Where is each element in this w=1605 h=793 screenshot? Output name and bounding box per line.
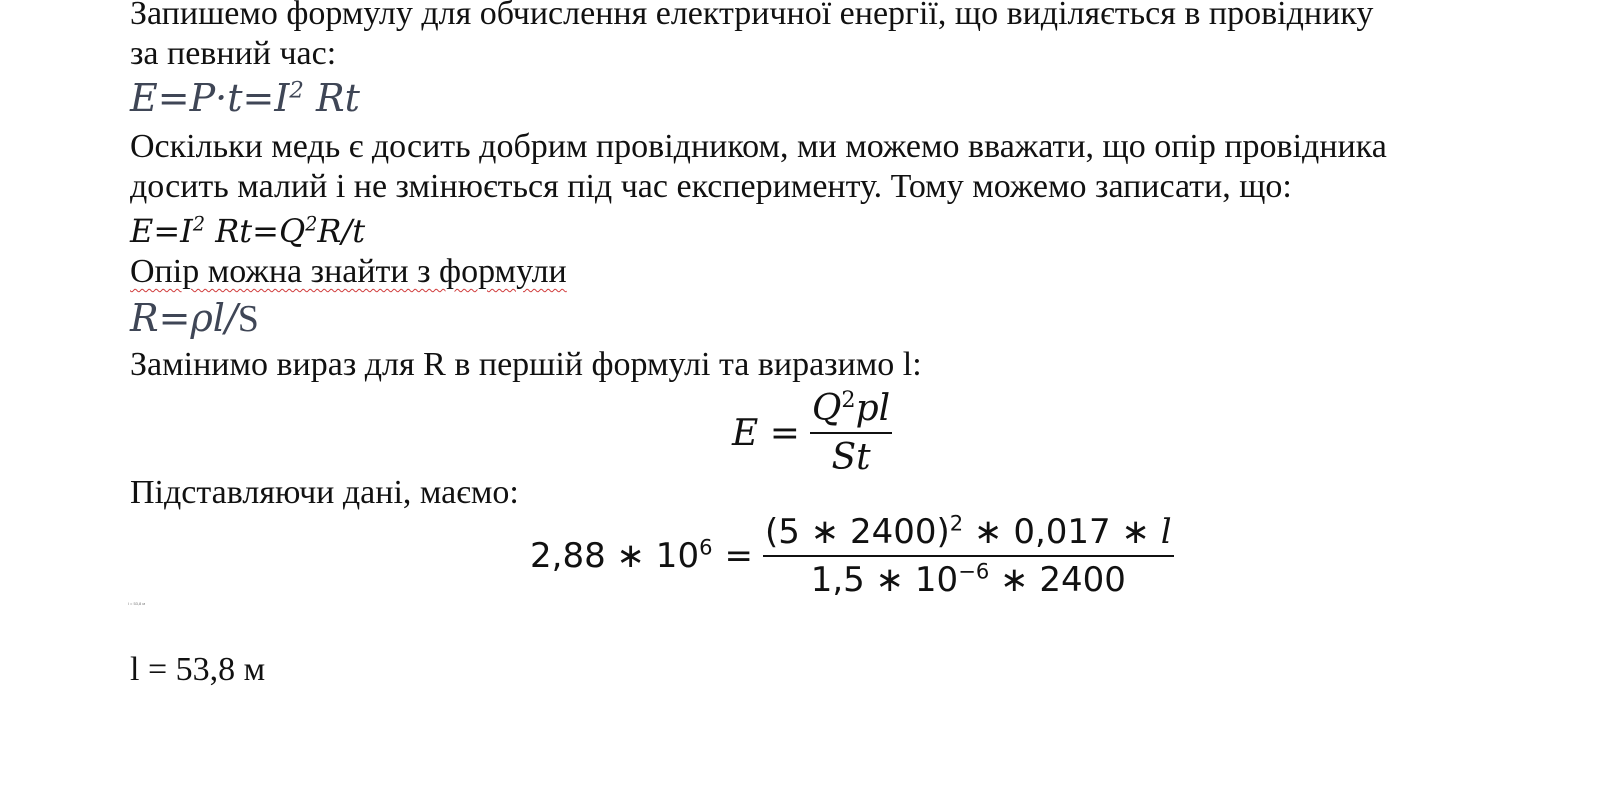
paragraph-line: досить малий і не змінюється під час експерименту. Тому можемо записати, що:	[130, 168, 1292, 205]
formula-energy-charge: $E=I^2$ $Rt=Q^2R/t$	[130, 212, 366, 250]
paragraph-line: за певний час:	[130, 35, 337, 72]
formula-energy-power: $E=P\cdot t=I^2$ Rt	[130, 76, 360, 120]
equation-energy-fraction: E = $\frac{Q^2pl}{St}$	[732, 387, 891, 478]
paragraph-line: Запишемо формулу для обчислення електричної енергії, що виділяється в провіднику	[130, 0, 1374, 32]
formula-resistance: R=ρl/S	[130, 296, 259, 340]
paragraph-line: Замінимо вираз для R в першій формулі та виразимо l:	[130, 346, 922, 383]
tiny-text: l = 53,8 м	[128, 601, 146, 606]
answer-line: l = 53,8 м	[130, 651, 266, 688]
paragraph-line	[130, 252, 567, 292]
equation-substitution: 2,88 ∗ $10^6$ = $\frac{(5 ∗ 2400)^2 ∗ 0,017 ∗ l}{1,5 ∗ 10^{-6} ∗ 2400}$	[530, 510, 1172, 600]
fraction: $\frac{(5 ∗ 2400)^2 ∗ 0,017 ∗ l}{1,5 ∗ 10^{-6} ∗ 2400}$	[765, 510, 1172, 600]
fraction: $\frac{Q^2pl}{St}$	[811, 387, 891, 478]
paragraph-line: Оскільки медь є досить добрим провідником, ми можемо вважати, що опір провідника	[130, 128, 1387, 165]
spellcheck-underlined-text: Опір можна знайти з формули	[130, 253, 567, 290]
paragraph-line: Підставляючи дані, маємо:	[130, 474, 519, 511]
